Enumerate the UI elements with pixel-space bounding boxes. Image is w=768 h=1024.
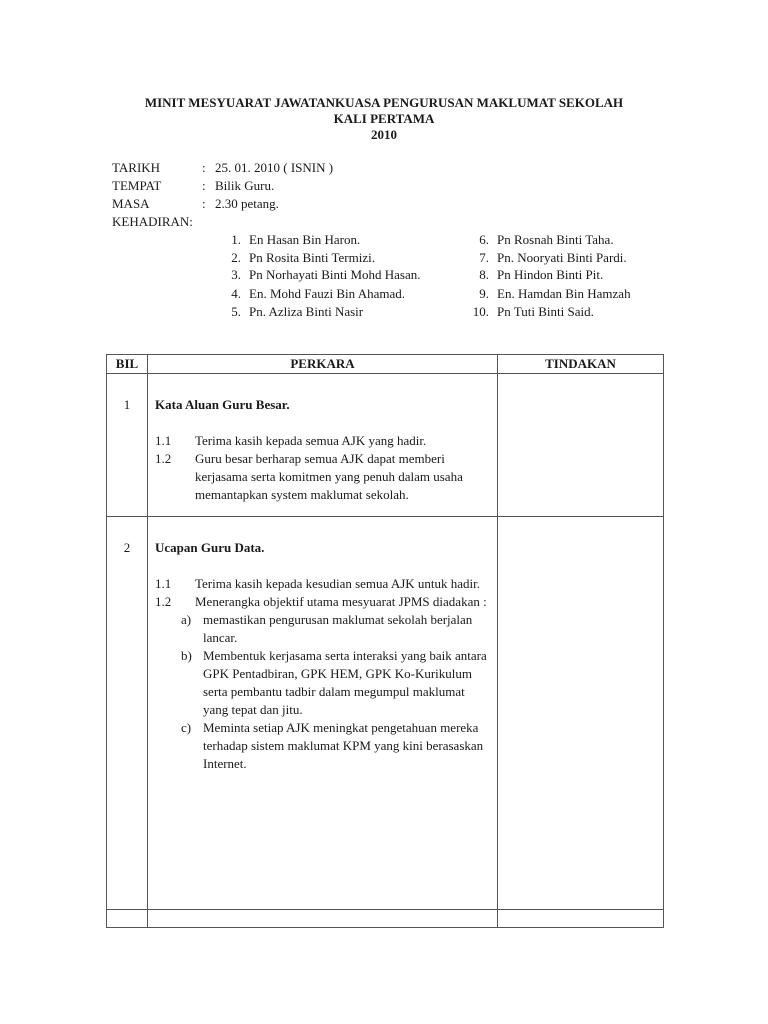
table-header-row — [107, 355, 664, 374]
attendee-item: 3. Pn Norhayati Binti Mohd Hasan. — [231, 267, 421, 282]
table-row — [107, 517, 664, 910]
table-row — [107, 374, 664, 517]
sub-list-item: c) Meminta setiap AJK meningkat pengetahuan mereka terhadap sistem maklumat KPM yang kini berasaskan Internet. — [181, 720, 484, 771]
kehadiran-label: KEHADIRAN: — [112, 214, 193, 229]
tempat-colon: : — [202, 178, 206, 193]
row-tindakan — [498, 910, 664, 928]
row-tindakan — [498, 517, 664, 910]
table-row-empty — [107, 910, 664, 928]
item-heading: Kata Aluan Guru Besar. — [155, 397, 290, 412]
masa-value: 2.30 petang. — [215, 196, 279, 211]
attendee-item: 4. En. Mohd Fauzi Bin Ahamad. — [231, 286, 405, 301]
row-bil: 1 — [107, 374, 148, 517]
col-header-tindakan: TINDAKAN — [498, 355, 664, 374]
list-item: 1.1 Terima kasih kepada semua AJK yang hadir. — [155, 433, 427, 448]
document-title-line1: MINIT MESYUARAT JAWATANKUASA PENGURUSAN MAKLUMAT SEKOLAH — [144, 95, 624, 110]
list-item: 1.2 Guru besar berharap semua AJK dapat memberi kerjasama serta komitmen yang penuh dalam usaha memantapkan system maklumat sekolah. — [155, 451, 463, 502]
minutes-table — [106, 354, 664, 928]
row-bil: 2 — [107, 517, 148, 910]
col-header-bil: BIL — [107, 355, 148, 374]
col-header-perkara: PERKARA — [148, 355, 498, 374]
masa-label: MASA — [112, 196, 150, 211]
row-perkara — [148, 910, 498, 928]
tempat-value: Bilik Guru. — [215, 178, 275, 193]
document-title-year: 2010 — [371, 127, 397, 142]
tarikh-colon: : — [202, 160, 206, 175]
row-tindakan — [498, 374, 664, 517]
attendee-item: 1. En Hasan Bin Haron. — [231, 232, 361, 247]
attendee-item: 9. En. Hamdan Bin Hamzah — [479, 286, 631, 301]
item-heading: Ucapan Guru Data. — [155, 540, 265, 555]
attendee-item: 6. Pn Rosnah Binti Taha. — [479, 232, 614, 247]
list-item: 1.2 Menerangka objektif utama mesyuarat JPMS diadakan : — [155, 594, 487, 609]
row-perkara — [148, 374, 498, 517]
row-perkara — [148, 517, 498, 910]
sub-list-item: a) memastikan pengurusan maklumat sekolah berjalan lancar. — [181, 612, 473, 645]
tempat-label: TEMPAT — [112, 178, 162, 193]
attendee-item: 2. Pn Rosita Binti Termizi. — [231, 250, 375, 265]
row-bil — [107, 910, 148, 928]
attendee-item: 5. Pn. Azliza Binti Nasir — [231, 304, 364, 319]
attendee-item: 7. Pn. Nooryati Binti Pardi. — [479, 250, 627, 265]
sub-list-item: b) Membentuk kerjasama serta interaksi yang baik antara GPK Pentadbiran, GPK HEM, GPK Ko-Kurikulum serta pembantu tadbir dalam megumpul maklumat yang tepat dan jitu. — [181, 648, 487, 717]
list-item: 1.1 Terima kasih kepada kesudian semua AJK untuk hadir. — [155, 576, 481, 591]
attendee-item: 8. Pn Hindon Binti Pit. — [479, 267, 604, 282]
tarikh-value: 25. 01. 2010 ( ISNIN ) — [215, 160, 334, 175]
tarikh-label: TARIKH — [112, 160, 161, 175]
attendee-item: 10. Pn Tuti Binti Said. — [472, 304, 594, 319]
document-title-line2: KALI PERTAMA — [333, 111, 435, 126]
masa-colon: : — [202, 196, 206, 211]
